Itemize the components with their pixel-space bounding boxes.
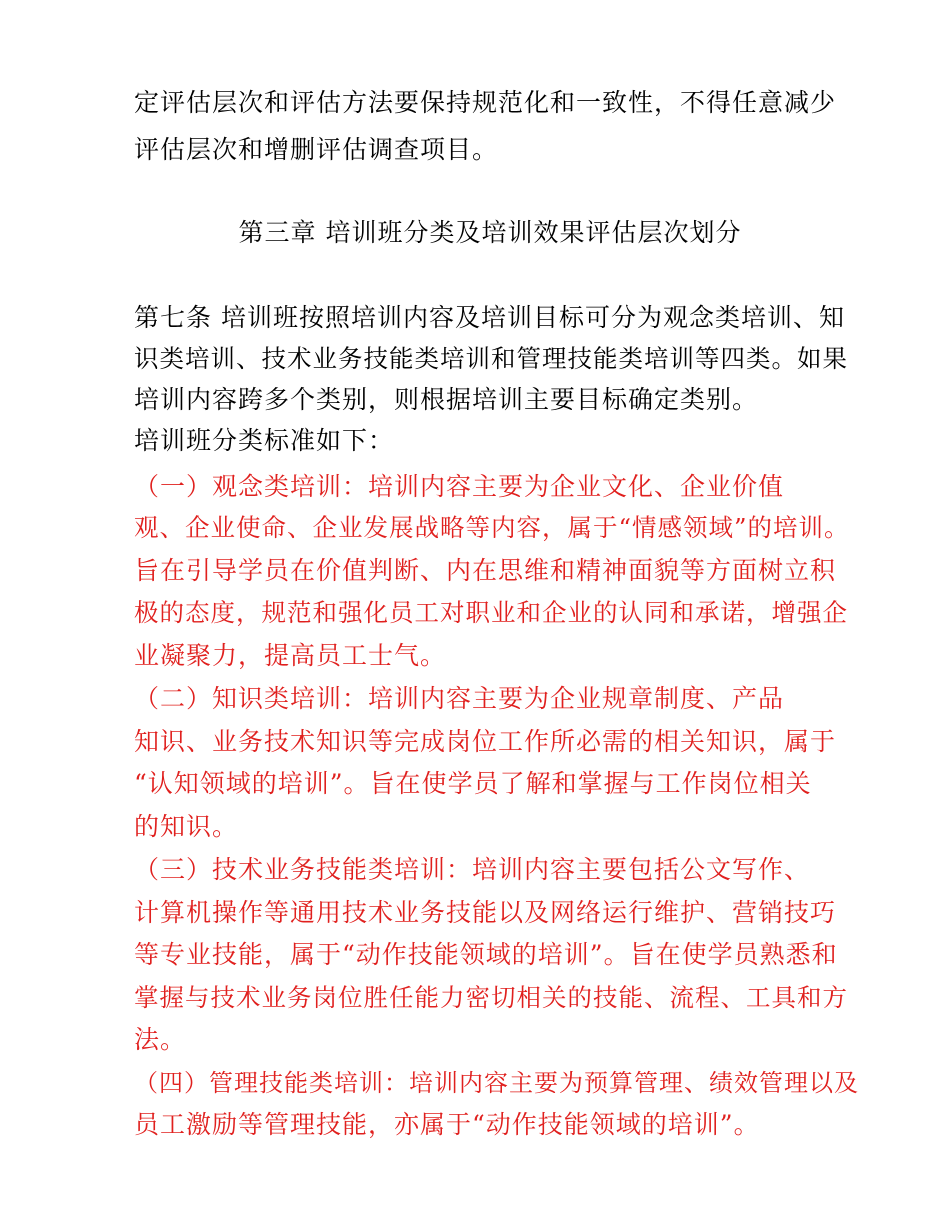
category-1-line: 业凝聚力，提高员工士气。 [134, 641, 447, 670]
category-1-line: 观、企业使命、企业发展战略等内容，属于“情感领域”的培训。 [134, 513, 850, 542]
intro-line: 定评估层次和评估方法要保持规范化和一致性，不得任意减少 [134, 88, 837, 117]
category-2-line: “认知领域的培训”。旨在使学员了解和掌握与工作岗位相关 [134, 769, 812, 798]
category-4-line: （四）管理技能类培训：培训内容主要为预算管理、绩效管理以及 [134, 1069, 859, 1097]
article-line: 培训班分类标准如下： [134, 426, 395, 455]
category-3-line: （三）技术业务技能类培训：培训内容主要包括公文写作、 [134, 855, 811, 884]
category-1-line: 极的态度，规范和强化员工对职业和企业的认同和承诺，增强企 [134, 598, 848, 627]
category-1-line: 旨在引导学员在价值判断、内在思维和精神面貌等方面树立积 [134, 556, 837, 585]
category-3-line: 掌握与技术业务岗位胜任能力密切相关的技能、流程、工具和方 [134, 983, 848, 1012]
category-3-line: 计算机操作等通用技术业务技能以及网络运行维护、营销技巧 [134, 898, 837, 927]
intro-line: 评估层次和增删评估调查项目。 [134, 135, 499, 164]
category-1-line: （一）观念类培训：培训内容主要为企业文化、企业价值 [134, 472, 785, 501]
category-2-line: （二）知识类培训：培训内容主要为企业规章制度、产品 [134, 684, 785, 713]
category-3-line: 法。 [134, 1025, 187, 1054]
category-2-line: 知识、业务技术知识等完成岗位工作所必需的相关知识，属于 [134, 727, 837, 756]
category-4-line: 员工激励等管理技能，亦属于“动作技能领域的培训”。 [134, 1110, 760, 1139]
category-3-line: 等专业技能，属于“动作技能领域的培训”。旨在使学员熟悉和 [134, 940, 838, 969]
article-line: 识类培训、技术业务技能类培训和管理技能类培训等四类。如果 [134, 344, 848, 373]
category-2-line: 的知识。 [134, 812, 239, 841]
article-line: 第七条 培训班按照培训内容及培训目标可分为观念类培训、知 [134, 303, 845, 332]
article-line: 培训内容跨多个类别，则根据培训主要目标确定类别。 [134, 385, 759, 414]
chapter-heading: 第三章 培训班分类及培训效果评估层次划分 [238, 218, 742, 247]
